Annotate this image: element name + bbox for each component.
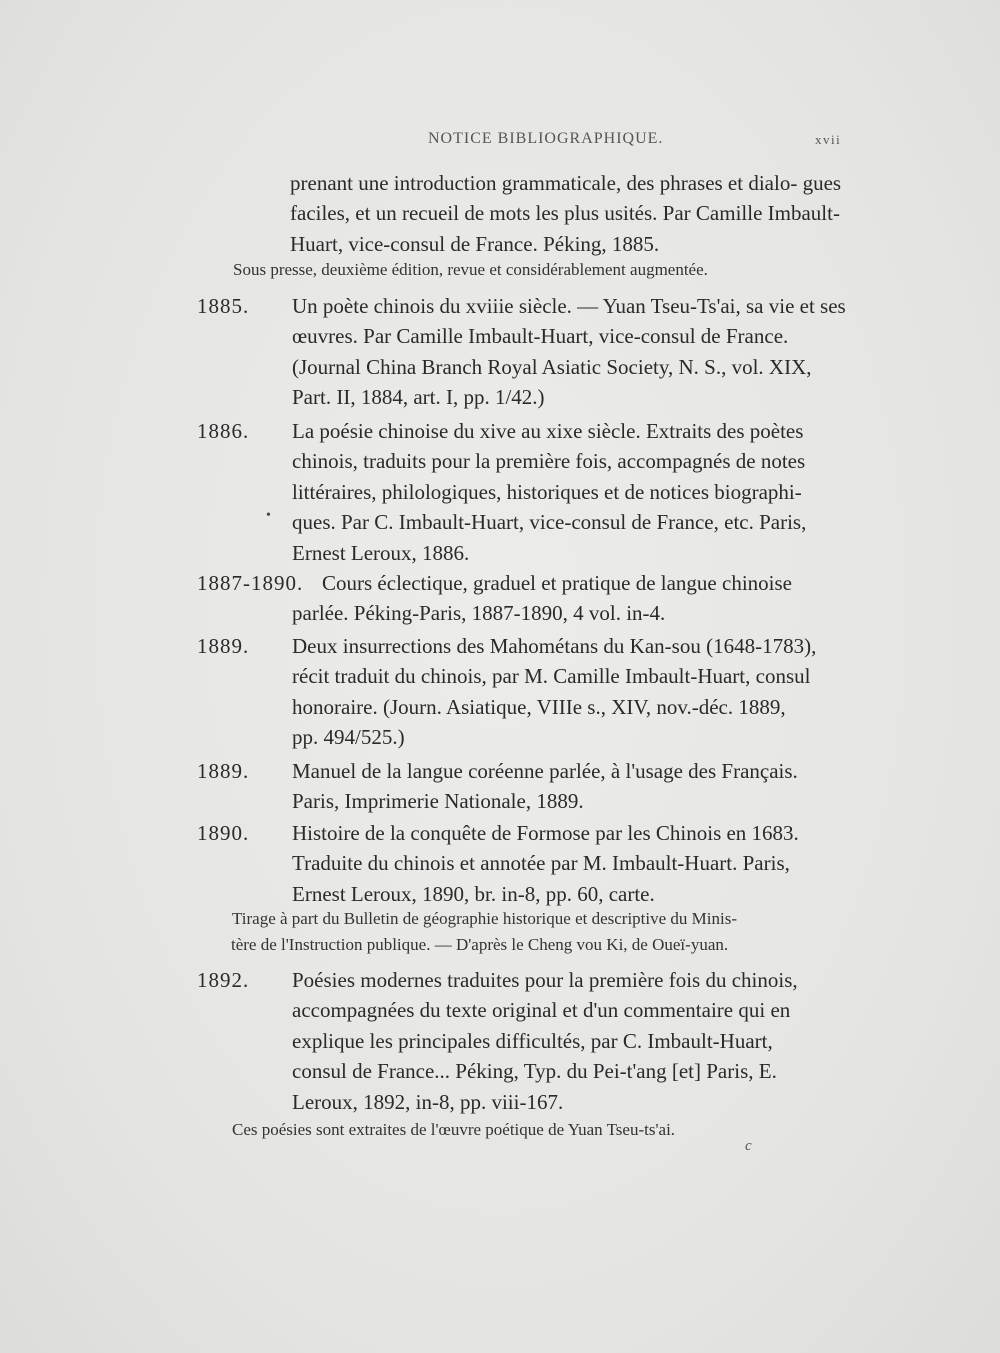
text-line: parlée. Péking-Paris, 1887-1890, 4 vol. in-4. — [292, 601, 666, 626]
text-line: Leroux, 1892, in-8, pp. viii-167. — [292, 1089, 564, 1114]
signature-mark: c — [745, 1138, 752, 1154]
running-head: NOTICE BIBLIOGRAPHIQUE. — [428, 130, 664, 147]
continued-entry — [290, 168, 850, 259]
note-line: tère de l'Instruction publique. — D'après le Cheng vou Ki, de Oueï-yuan. — [231, 935, 729, 954]
bibliography-entry — [197, 756, 847, 817]
bibliography-entry — [197, 291, 847, 413]
text-line: Histoire de la conquête de Formose par les Chinois en 1683. — [292, 821, 799, 845]
entry-year: 1889. — [197, 634, 250, 658]
text-line: Traduite du chinois et annotée par M. Imbault-Huart. Paris, — [292, 851, 790, 876]
text-line: explique les principales difficultés, par C. Imbault-Huart, — [292, 1028, 773, 1053]
page-header — [0, 130, 1000, 154]
text-line: Manuel de la langue coréenne parlée, à l'usage des Français. — [292, 759, 798, 783]
note-line: Tirage à part du Bulletin de géographie historique et descriptive du Minis- — [232, 909, 738, 928]
bibliography-entry — [197, 631, 847, 753]
text-line: Ernest Leroux, 1890, br. in-8, pp. 60, carte. — [292, 881, 655, 906]
text-line: pp. 494/525.) — [292, 725, 405, 750]
text-line: Un poète chinois du xviiie siècle. — Yuan Tseu-Ts'ai, sa vie et ses — [292, 294, 846, 318]
text-line: œuvres. Par Camille Imbault-Huart, vice-consul de France. — [292, 324, 789, 349]
text-line: gues faciles, et un recueil de mots les plus usités. Par Camille — [290, 171, 842, 226]
margin-mark: • — [266, 508, 271, 523]
text-line: Imbault-Huart, vice-consul de France. Péking, 1885. — [290, 201, 840, 256]
text-line: littéraires, philologiques, historiques et de notices biographi- — [292, 479, 802, 504]
entry-year: 1886. — [197, 419, 250, 443]
entry-year: 1892. — [197, 968, 250, 992]
text-line: honoraire. (Journ. Asiatique, VIIIe s., XIV, nov.-déc. 1889, — [292, 694, 786, 719]
bibliography-entry — [197, 965, 847, 1117]
note-formose — [232, 906, 737, 958]
text-line: consul de France... Péking, Typ. du Pei-t'ang [et] Paris, E. — [292, 1059, 777, 1084]
bibliography-entry — [197, 818, 847, 909]
entry-year: 1889. — [197, 759, 250, 783]
note-second-edition: Sous presse, deuxième édition, revue et considérablement augmentée. — [233, 260, 708, 279]
text-line: Deux insurrections des Mahométans du Kan-sou (1648-1783), — [292, 634, 817, 658]
text-line: accompagnées du texte original et d'un commentaire qui en — [292, 998, 791, 1023]
text-line: Paris, Imprimerie Nationale, 1889. — [292, 789, 584, 814]
bibliography-entry — [197, 416, 847, 568]
page-number: xvii — [815, 132, 842, 147]
text-line: La poésie chinoise du xive au xixe siècle. Extraits des poètes — [292, 419, 804, 443]
text-line: prenant une introduction grammaticale, des phrases et dialo- — [290, 171, 798, 195]
text-line: Ernest Leroux, 1886. — [292, 540, 470, 565]
text-line: Part. II, 1884, art. I, pp. 1/42.) — [292, 385, 545, 410]
bibliography-entry — [197, 568, 847, 629]
text-line: ques. Par C. Imbault-Huart, vice-consul de France, etc. Paris, — [292, 510, 807, 535]
text-line: récit traduit du chinois, par M. Camille Imbault-Huart, consul — [292, 664, 811, 689]
text-line: Cours éclectique, graduel et pratique de langue chinoise — [322, 571, 792, 595]
note-poesies: Ces poésies sont extraites de l'œuvre poétique de Yuan Tseu-ts'ai. — [232, 1120, 676, 1139]
entry-year: 1885. — [197, 294, 250, 318]
text-line: (Journal China Branch Royal Asiatic Society, N. S., vol. XIX, — [292, 354, 812, 379]
entry-year: 1890. — [197, 821, 250, 845]
text-line: chinois, traduits pour la première fois, accompagnés de notes — [292, 449, 806, 474]
entry-year: 1887-1890. — [197, 571, 304, 595]
text-line: Poésies modernes traduites pour la première fois du chinois, — [292, 968, 798, 992]
